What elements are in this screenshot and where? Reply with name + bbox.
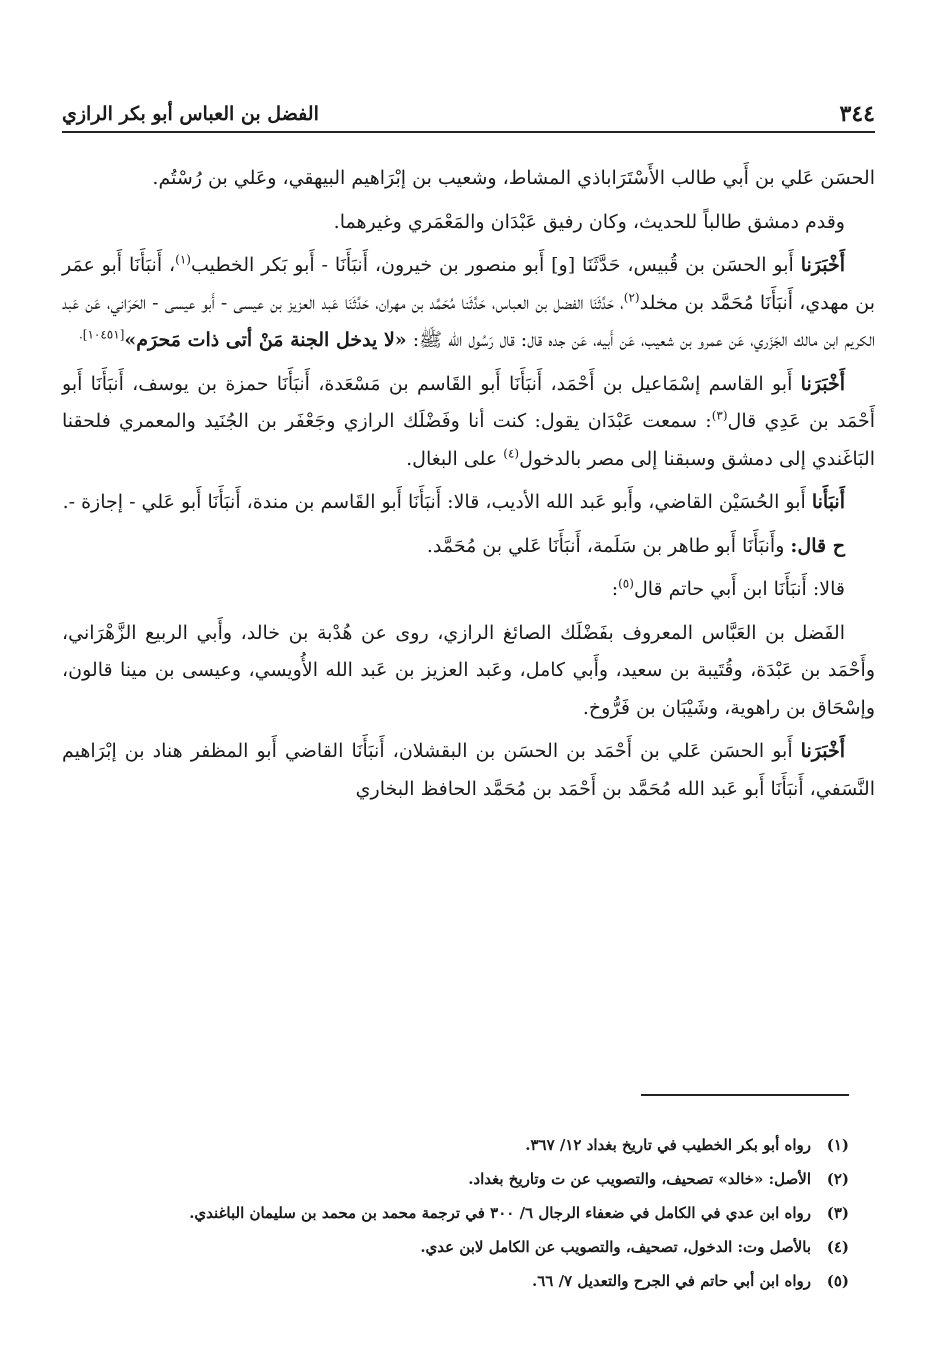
main-text [62, 160, 875, 814]
text-segment: أَبو الحُسَيْن القاضي، وأَبو عَبد الله الأديب، قالا: أَنبَأَنَا أَبو القَاسم بن مندة، أَنبَأَنَا أَبو عَلي - إجازة -. [62, 491, 812, 513]
narration-keyword: أَخْبَرَنا [800, 740, 845, 762]
footnote-ref-3[interactable]: (٣) [711, 408, 728, 423]
text-segment: : [611, 578, 619, 600]
footnote-number: (٥) [826, 1272, 849, 1290]
footnote-ref-2[interactable]: (٢) [623, 290, 640, 305]
footnote-1 [62, 1128, 849, 1162]
text-segment: وأَنبَأَنَا أَبو طاهر بن سَلَمة، أَنبَأَنَا عَلي بن مُحَمَّد. [426, 534, 791, 557]
paragraph-6 [62, 528, 875, 566]
page-header [62, 88, 875, 128]
footnote-number: (٤) [826, 1238, 849, 1256]
footnote-ref-4[interactable]: (٤) [503, 446, 520, 461]
footnote-separator [641, 1094, 849, 1096]
text-segment: أَبو القاسم إسْمَاعيل بن أَحْمَد، أَنبَأَنَا أَبو القَاسم بن مَسْعَدة، أَنبَأَنَا حمزة بن يوسف، أَنبَأَنَا أَبو أَحْمَد بن عَدِي قال [62, 372, 875, 432]
footnote-text: رواه ابن عدي في الكامل في ضعفاء الرجال ٦/ ٣٠٠ في ترجمة محمد بن محمد بن سليمان الباغندي. [189, 1204, 811, 1222]
footnotes [62, 1128, 849, 1298]
footnote-5 [62, 1264, 849, 1298]
footnote-number: (٢) [826, 1170, 849, 1188]
header-rule [62, 131, 875, 133]
hadith-quote: «لا يدخل الجنة مَنْ أتى ذات مَحرَم» [124, 329, 407, 351]
page-number: ٣٤٤ [839, 101, 875, 127]
text-segment: أَبو الحسَن عَلي بن أَحْمَد بن الحسَن بن البقشلان، أَنبَأَنَا القاضي أَبو المظفر هناد بن إبْرَاهيم النَّسَفي، أَنبَأَنَا أَبو عَبد الله مُحَمَّد بن أَحْمَد بن مُحَمَّد الحافظ البخاري [62, 740, 875, 800]
footnote-number: (٣) [826, 1204, 849, 1222]
paragraph-2: وقدم دمشق طالباً للحديث، وكان رفيق عَبْدَان والمَعْمَري وغيرهما. [333, 210, 845, 233]
text-segment: أَبو الحسَن بن قُبيس، حَدَّثَنَا [و] أَبو منصور بن خيرون، أَنبَأَنَا - أَبو بَكر الخطيب [190, 254, 801, 276]
text-segment: ، أَنبَأَنَا أَبو عمَر بن مهدي، أَنبَأَنَا مُحَمَّد بن مخلد [62, 254, 875, 314]
footnote-2 [62, 1162, 849, 1196]
footnote-text: الأصل: «خالد» تصحيف، والتصويب عن ت وتاريخ بغداد. [468, 1170, 811, 1188]
text-segment: على البغال. [406, 447, 504, 470]
paragraph-1: الحسَن عَلي بن أَبي طالب الأَسْتَرَاباذي المشاط، وشعيب بن إبْرَاهيم البيهقي، وعَلي بن رُسْتُم. [152, 167, 875, 189]
footnote-ref-5[interactable]: (٥) [618, 576, 634, 591]
text-segment: : سمعت عَبْدَان يقول: كنت أنا وفَضْلَك الرازي وجَعْفَر بن الجُنَيد والمعمري فلحقنا البَاغَندي إلى دمشق وسبقنا إلى مصر بالدخول [62, 410, 875, 470]
hadith-number: [١٠٤٥١]. [78, 327, 125, 342]
narration-keyword: أَخْبَرَنا [800, 372, 845, 395]
footnote-3 [62, 1196, 849, 1230]
footnote-text: رواه ابن أبي حاتم في الجرح والتعديل ٧/ ٦٦. [531, 1272, 811, 1290]
paragraph-4 [62, 366, 875, 479]
paragraph-5 [62, 484, 875, 522]
footnote-ref-1[interactable]: (١) [175, 252, 191, 267]
narration-keyword: أَخْبَرَنا [800, 254, 846, 276]
paragraph-3 [62, 247, 875, 360]
footnote-4 [62, 1230, 849, 1264]
running-title: الفضل بن العباس أبو بكر الرازي [62, 103, 319, 125]
footnote-number: (١) [826, 1136, 849, 1154]
footnote-text: رواه أبو بكر الخطيب في تاريخ بغداد ١٢/ ٣٦٧. [525, 1136, 811, 1154]
paragraph-9 [62, 733, 875, 808]
text-segment: ، حَدَّثَنَا الفضل بن العباس، حَدَّثَنا مُحَمَّد بن مهران، حَدَّثَنَا عَبد العزيز بن عيسى - أَبو عيسى - الحَرَاني، عَن عَبد الكريم ابن مالك الجَزَري، عَن عمرو بن شعيب، عَن أَبيه، عَن جده قال: قال رَسُول الله ﷺ: [62, 291, 875, 351]
narration-keyword: ح قال: [790, 534, 845, 557]
paragraph-8: الفَضل بن العَبَّاس المعروف بفَضْلَك الصائغ الرازي، روى عن هُدْبة بن خالد، وأَبي الربيع الزَّهْرَاني، وأَحْمَد بن عَبْدَة، وقُتَيبة بن سعيد، وأَبي كامل، وعَبد العزيز بن عَبد الله الأُويسي، وعيسى بن مينا قالون، وإسْحَاق بن راهوية، وشَيْبَان بن فَرُّوخ. [62, 621, 875, 719]
narration-keyword: أَنبَأَنا [811, 491, 845, 513]
text-segment: قالا: أَنبَأَنَا ابن أَبي حاتم قال [633, 578, 845, 600]
paragraph-7 [62, 571, 875, 609]
footnote-text: بالأصل وت: الدخول، تصحيف، والتصويب عن الكامل لابن عدي. [420, 1238, 811, 1256]
